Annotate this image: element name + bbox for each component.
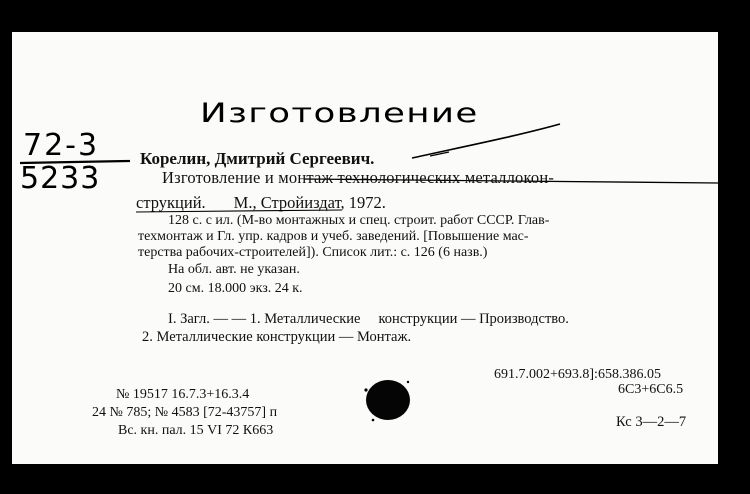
title-line-2 <box>136 195 386 212</box>
author-name: Корелин, Дмитрий Сергеевич. <box>140 149 375 168</box>
description-line-3: терства рабочих-строителей]). Список лит.: с. 126 (6 назв.) <box>138 245 488 260</box>
udc-line-1: 691.7.002+693.8]:658.386.05 <box>494 367 661 382</box>
imprint: М., Стройиздат, 1972. <box>233 193 386 212</box>
ink-speck <box>407 381 409 383</box>
note-author: На обл. авт. не указан. <box>168 262 300 277</box>
registration-line-2: 24 № 785; № 4583 [72-43757] п <box>92 405 278 420</box>
subjects-line-1-end: конструкции — Производство. <box>378 311 569 327</box>
ink-blot <box>366 380 410 420</box>
udc-line-2: 6С3+6С6.5 <box>618 382 684 397</box>
ink-speck <box>372 419 375 422</box>
subjects-line-1 <box>168 312 569 327</box>
ink-speck <box>364 388 367 391</box>
registration-line-1: № 19517 16.7.3+16.3.4 <box>116 387 250 402</box>
subjects-line-1-start: I. Загл. — — 1. Металлические <box>168 311 361 327</box>
shelf-mark-top: 72-3 <box>23 128 100 163</box>
note-format: 20 см. 18.000 экз. 24 к. <box>168 281 303 296</box>
description-line-2: техмонтаж и Гл. упр. кадров и учеб. заведений. [Повышение мас- <box>138 229 529 244</box>
shelf-mark-bottom: 5233 <box>20 161 101 196</box>
registration-line-3: Вс. кн. пал. 15 VI 72 К663 <box>118 423 274 438</box>
description-line-1: 128 с. с ил. (М-во монтажных и спец. строит. работ СССР. Глав- <box>168 213 550 228</box>
catalog-card <box>12 32 718 464</box>
subjects-line-2: 2. Металлические конструкции — Монтаж. <box>142 329 412 345</box>
classification-code: Кс 3—2—7 <box>616 414 687 430</box>
keyword-underline-stroke <box>412 124 560 158</box>
title-line-1: Изготовление и монтаж технологических металлокон- <box>162 168 555 187</box>
title-line-2-start: струкций. <box>136 193 206 212</box>
handwritten-keyword: Изготовление <box>200 98 479 129</box>
